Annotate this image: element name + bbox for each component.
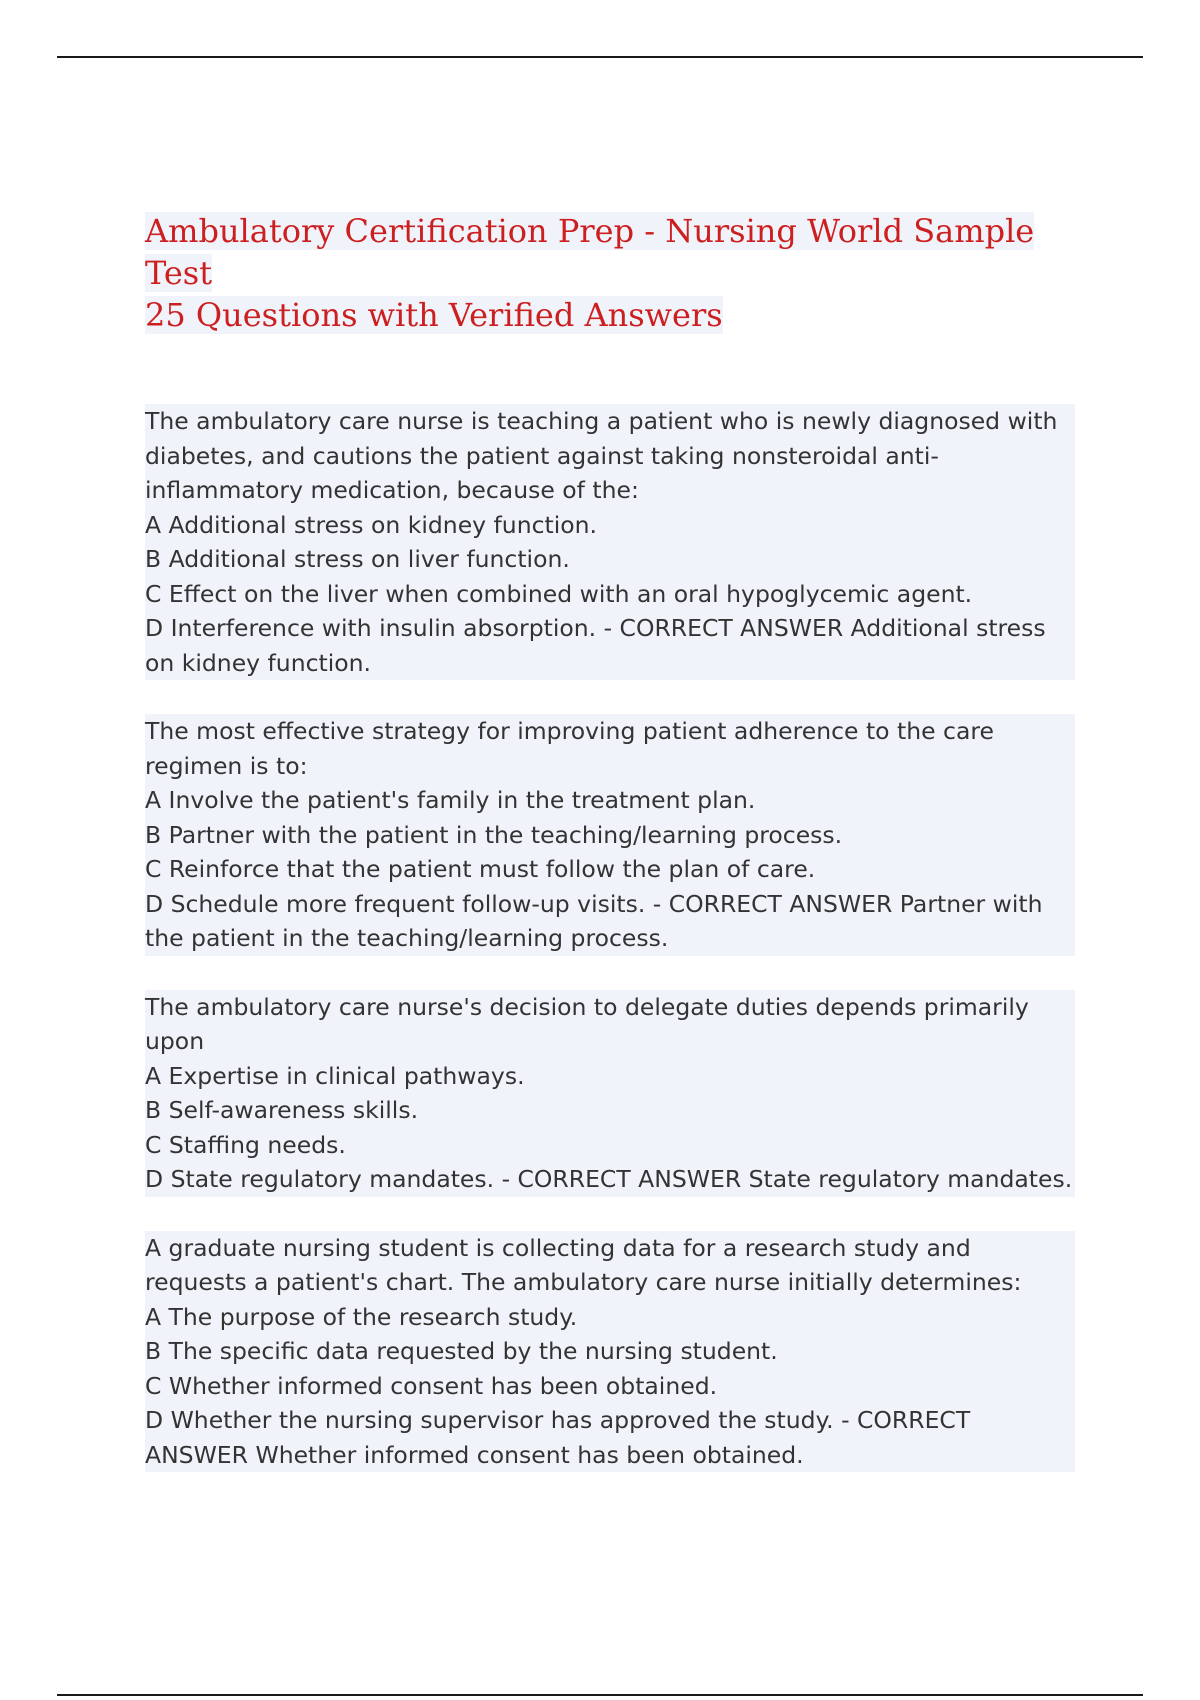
option-d-with-answer: D Whether the nursing supervisor has approved the study. - CORRECT ANSWER Whether informed consent has been obtained. [145,1406,971,1469]
question-list [145,404,1075,1472]
question-stem: The ambulatory care nurse is teaching a patient who is newly diagnosed with diabetes, and cautions the patient against taking nonsteroidal anti-inflammatory medication, because of the: [145,407,1058,504]
option-d-with-answer: D Interference with insulin absorption. - CORRECT ANSWER Additional stress on kidney function. [145,614,1046,677]
option-b: B Partner with the patient in the teaching/learning process. [145,820,843,849]
title-line-2: 25 Questions with Verified Answers [145,296,723,334]
option-c: C Staffing needs. [145,1130,346,1159]
option-a: A Additional stress on kidney function. [145,510,597,539]
option-c: C Reinforce that the patient must follow the plan of care. [145,855,816,883]
question-text [145,1231,1075,1473]
question-text [145,714,1075,956]
option-d-with-answer: D Schedule more frequent follow-up visits. - CORRECT ANSWER Partner with the patient in the teaching/learning process. [145,889,1043,952]
title-line-1: Ambulatory Certification Prep - Nursing World Sample Test [145,212,1035,292]
question-stem: The most effective strategy for improving patient adherence to the care regimen is to: [145,717,994,780]
question-stem: A graduate nursing student is collecting data for a research study and requests a patient's chart. The ambulatory care nurse initially determines: [145,1233,1022,1296]
option-b: B Additional stress on liver function. [145,545,570,573]
top-rule [57,56,1143,58]
option-a: A Expertise in clinical pathways. [145,1061,525,1090]
question-2 [145,714,1075,956]
option-a: A Involve the patient's family in the treatment plan. [145,786,756,814]
option-c: C Whether informed consent has been obtained. [145,1371,718,1400]
option-a: A The purpose of the research study. [145,1302,578,1331]
question-3 [145,990,1075,1197]
option-b: B The specific data requested by the nursing student. [145,1337,778,1365]
option-c: C Effect on the liver when combined with an oral hypoglycemic agent. [145,579,973,608]
question-1 [145,404,1075,680]
option-d-with-answer: D State regulatory mandates. - CORRECT ANSWER State regulatory mandates. [145,1165,1073,1193]
option-b: B Self-awareness skills. [145,1096,419,1124]
question-4 [145,1231,1075,1473]
bottom-rule [57,1694,1143,1696]
question-text [145,404,1075,680]
document-title [145,210,1075,336]
question-text [145,990,1075,1197]
question-stem: The ambulatory care nurse's decision to delegate duties depends primarily upon [145,992,1029,1055]
document-body [145,210,1075,1506]
